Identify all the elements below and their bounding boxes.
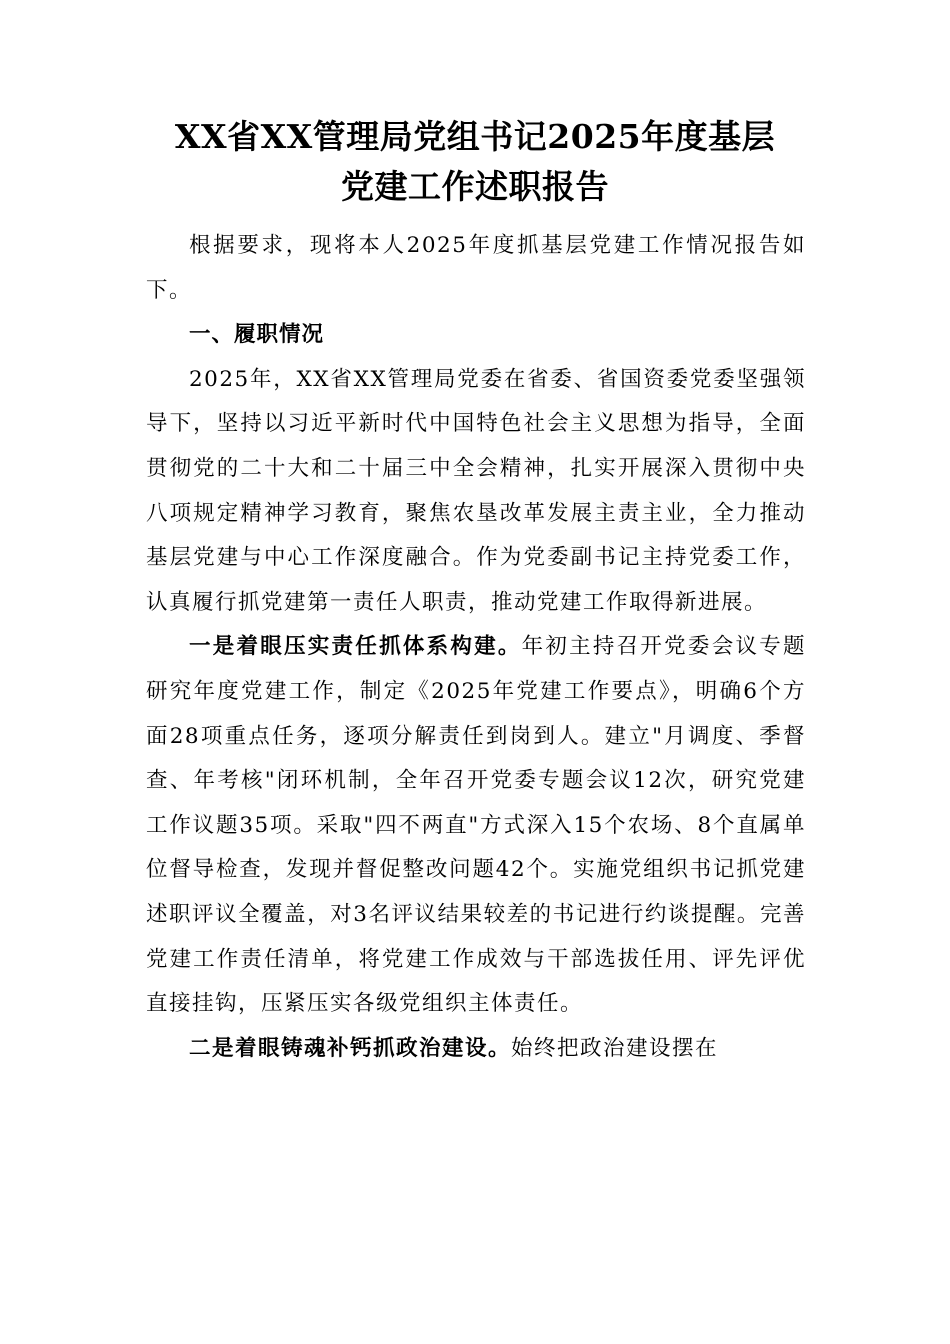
intro-paragraph: 根据要求，现将本人2025年度抓基层党建工作情况报告如下。	[146, 233, 806, 303]
document-title	[120, 112, 830, 212]
body-paragraph: 2025年，XX省XX管理局党委在省委、省国资委党委坚强领导下，坚持以习近平新时代中国特色社会主义思想为指导，全面贯彻党的二十大和二十届三中全会精神，扎实开展深入贯彻中央八项规定精神学习教育，聚焦农垦改革发展主责主业，全力推动基层党建与中心工作深度融合。作为党委副书记主持党委工作，认真履行抓党建第一责任人职责，推动党建工作取得新进展。	[146, 366, 806, 615]
point-paragraph-1	[146, 625, 806, 1026]
point-text: 年初主持召开党委会议专题研究年度党建工作，制定《2025年党建工作要点》，明确6个方面28项重点任务，逐项分解责任到岗到人。建立"月调度、季督查、年考核"闭环机制，全年召开党委专题会议12次，研究党建工作议题35项。采取"四不两直"方式深入15个农场、8个直属单位督导检查，发现并督促整改问题42个。实施党组织书记抓党建述职评议全覆盖，对3名评议结果较差的书记进行约谈提醒。完善党建工作责任清单，将党建工作成效与干部选拔任用、评先评优直接挂钩，压紧压实各级党组织主体责任。	[146, 634, 806, 1017]
title-line-2: 党建工作述职报告	[341, 167, 609, 206]
point-lead: 二是着眼铸魂补钙抓政治建设。	[189, 1035, 512, 1061]
title-line-1: XX省XX管理局党组书记2025年度基层	[174, 117, 776, 156]
point-text: 始终把政治建设摆在	[511, 1035, 719, 1061]
point-paragraph-2	[146, 1027, 806, 1072]
section-heading-performance: 一、履职情况	[189, 322, 325, 348]
point-lead: 一是着眼压实责任抓体系构建。	[189, 634, 522, 660]
document-body	[146, 224, 806, 1071]
